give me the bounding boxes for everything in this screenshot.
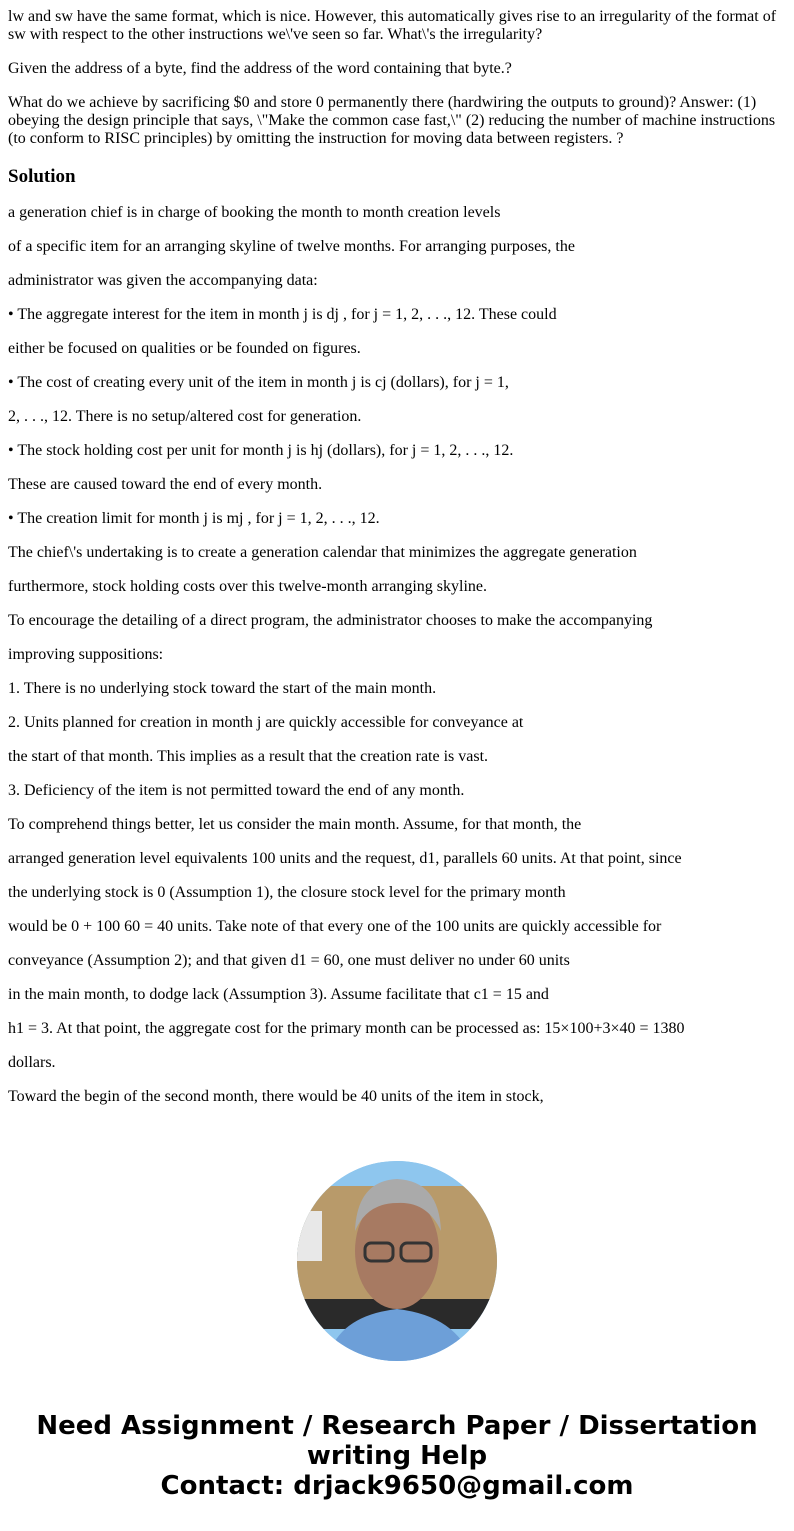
author-photo [297, 1161, 497, 1361]
solution-line: 1. There is no underlying stock toward the start of the main month. [8, 680, 437, 697]
solution-line: To encourage the detailing of a direct program, the administrator chooses to make the accompanying [8, 612, 653, 629]
question: lw and sw have the same format, which is nice. However, this automatically gives rise to an irregularity of the format of sw with respect to the other instructions we\'ve seen so far. What\'s the irregularity? [8, 8, 777, 43]
solution-line: h1 = 3. At that point, the aggregate cost for the primary month can be processed as: 15×100+3×40 = 1380 [8, 1020, 685, 1037]
footer-banner [0, 1411, 794, 1501]
solution-line: would be 0 + 100 60 = 40 units. Take note of that every one of the 100 units are quickly accessible for [8, 918, 662, 935]
content [0, 8, 794, 1106]
solution-line: in the main month, to dodge lack (Assumption 3). Assume facilitate that c1 = 15 and [8, 986, 549, 1003]
solution-line: These are caused toward the end of every month. [8, 476, 323, 493]
solution-line: improving suppositions: [8, 646, 164, 663]
solution-line: • The creation limit for month j is mj , for j = 1, 2, . . ., 12. [8, 510, 380, 527]
footer-line: Need Assignment / Research Paper / Dissertation [36, 1411, 758, 1441]
solution-body [8, 204, 786, 1106]
solution-line: of a specific item for an arranging skyline of twelve months. For arranging purposes, the [8, 238, 575, 255]
solution-heading: Solution [8, 166, 76, 187]
solution-line: conveyance (Assumption 2); and that given d1 = 60, one must deliver no under 60 units [8, 952, 570, 969]
solution-line: 3. Deficiency of the item is not permitted toward the end of any month. [8, 782, 465, 799]
solution-line: 2, . . ., 12. There is no setup/altered cost for generation. [8, 408, 362, 425]
solution-line: dollars. [8, 1054, 56, 1071]
footer-contact: Contact: drjack9650@gmail.com [160, 1471, 634, 1501]
solution-line: a generation chief is in charge of booking the month to month creation levels [8, 204, 501, 221]
solution-line: either be focused on qualities or be founded on figures. [8, 340, 361, 357]
solution-line: To comprehend things better, let us consider the main month. Assume, for that month, the [8, 816, 582, 833]
footer-line: writing Help [306, 1441, 488, 1471]
solution-line: • The cost of creating every unit of the item in month j is cj (dollars), for j = 1, [8, 374, 509, 391]
solution-line: Toward the begin of the second month, there would be 40 units of the item in stock, [8, 1088, 544, 1105]
solution-line: the underlying stock is 0 (Assumption 1), the closure stock level for the primary month [8, 884, 566, 901]
question: What do we achieve by sacrificing $0 and store 0 permanently there (hardwiring the outputs to ground)? Answer: (1) obeying the design principle that says, \"Make the common case fast,\" (2) reducing the number of machine instructions (to conform to RISC principles) by omitting the instruction for moving data between registers. ? [8, 94, 776, 147]
solution-line: furthermore, stock holding costs over this twelve-month arranging skyline. [8, 578, 488, 595]
solution-line: The chief\'s undertaking is to create a generation calendar that minimizes the aggregate generation [8, 544, 637, 561]
solution-line: arranged generation level equivalents 100 units and the request, d1, parallels 60 units. At that point, since [8, 850, 682, 867]
solution-line: the start of that month. This implies as a result that the creation rate is vast. [8, 748, 489, 765]
solution-line: • The stock holding cost per unit for month j is hj (dollars), for j = 1, 2, . . ., 12. [8, 442, 514, 459]
solution-line: administrator was given the accompanying data: [8, 272, 318, 289]
solution-line: 2. Units planned for creation in month j are quickly accessible for conveyance at [8, 714, 524, 731]
question: Given the address of a byte, find the address of the word containing that byte.? [8, 60, 512, 77]
solution-line: • The aggregate interest for the item in month j is dj , for j = 1, 2, . . ., 12. These could [8, 306, 557, 323]
